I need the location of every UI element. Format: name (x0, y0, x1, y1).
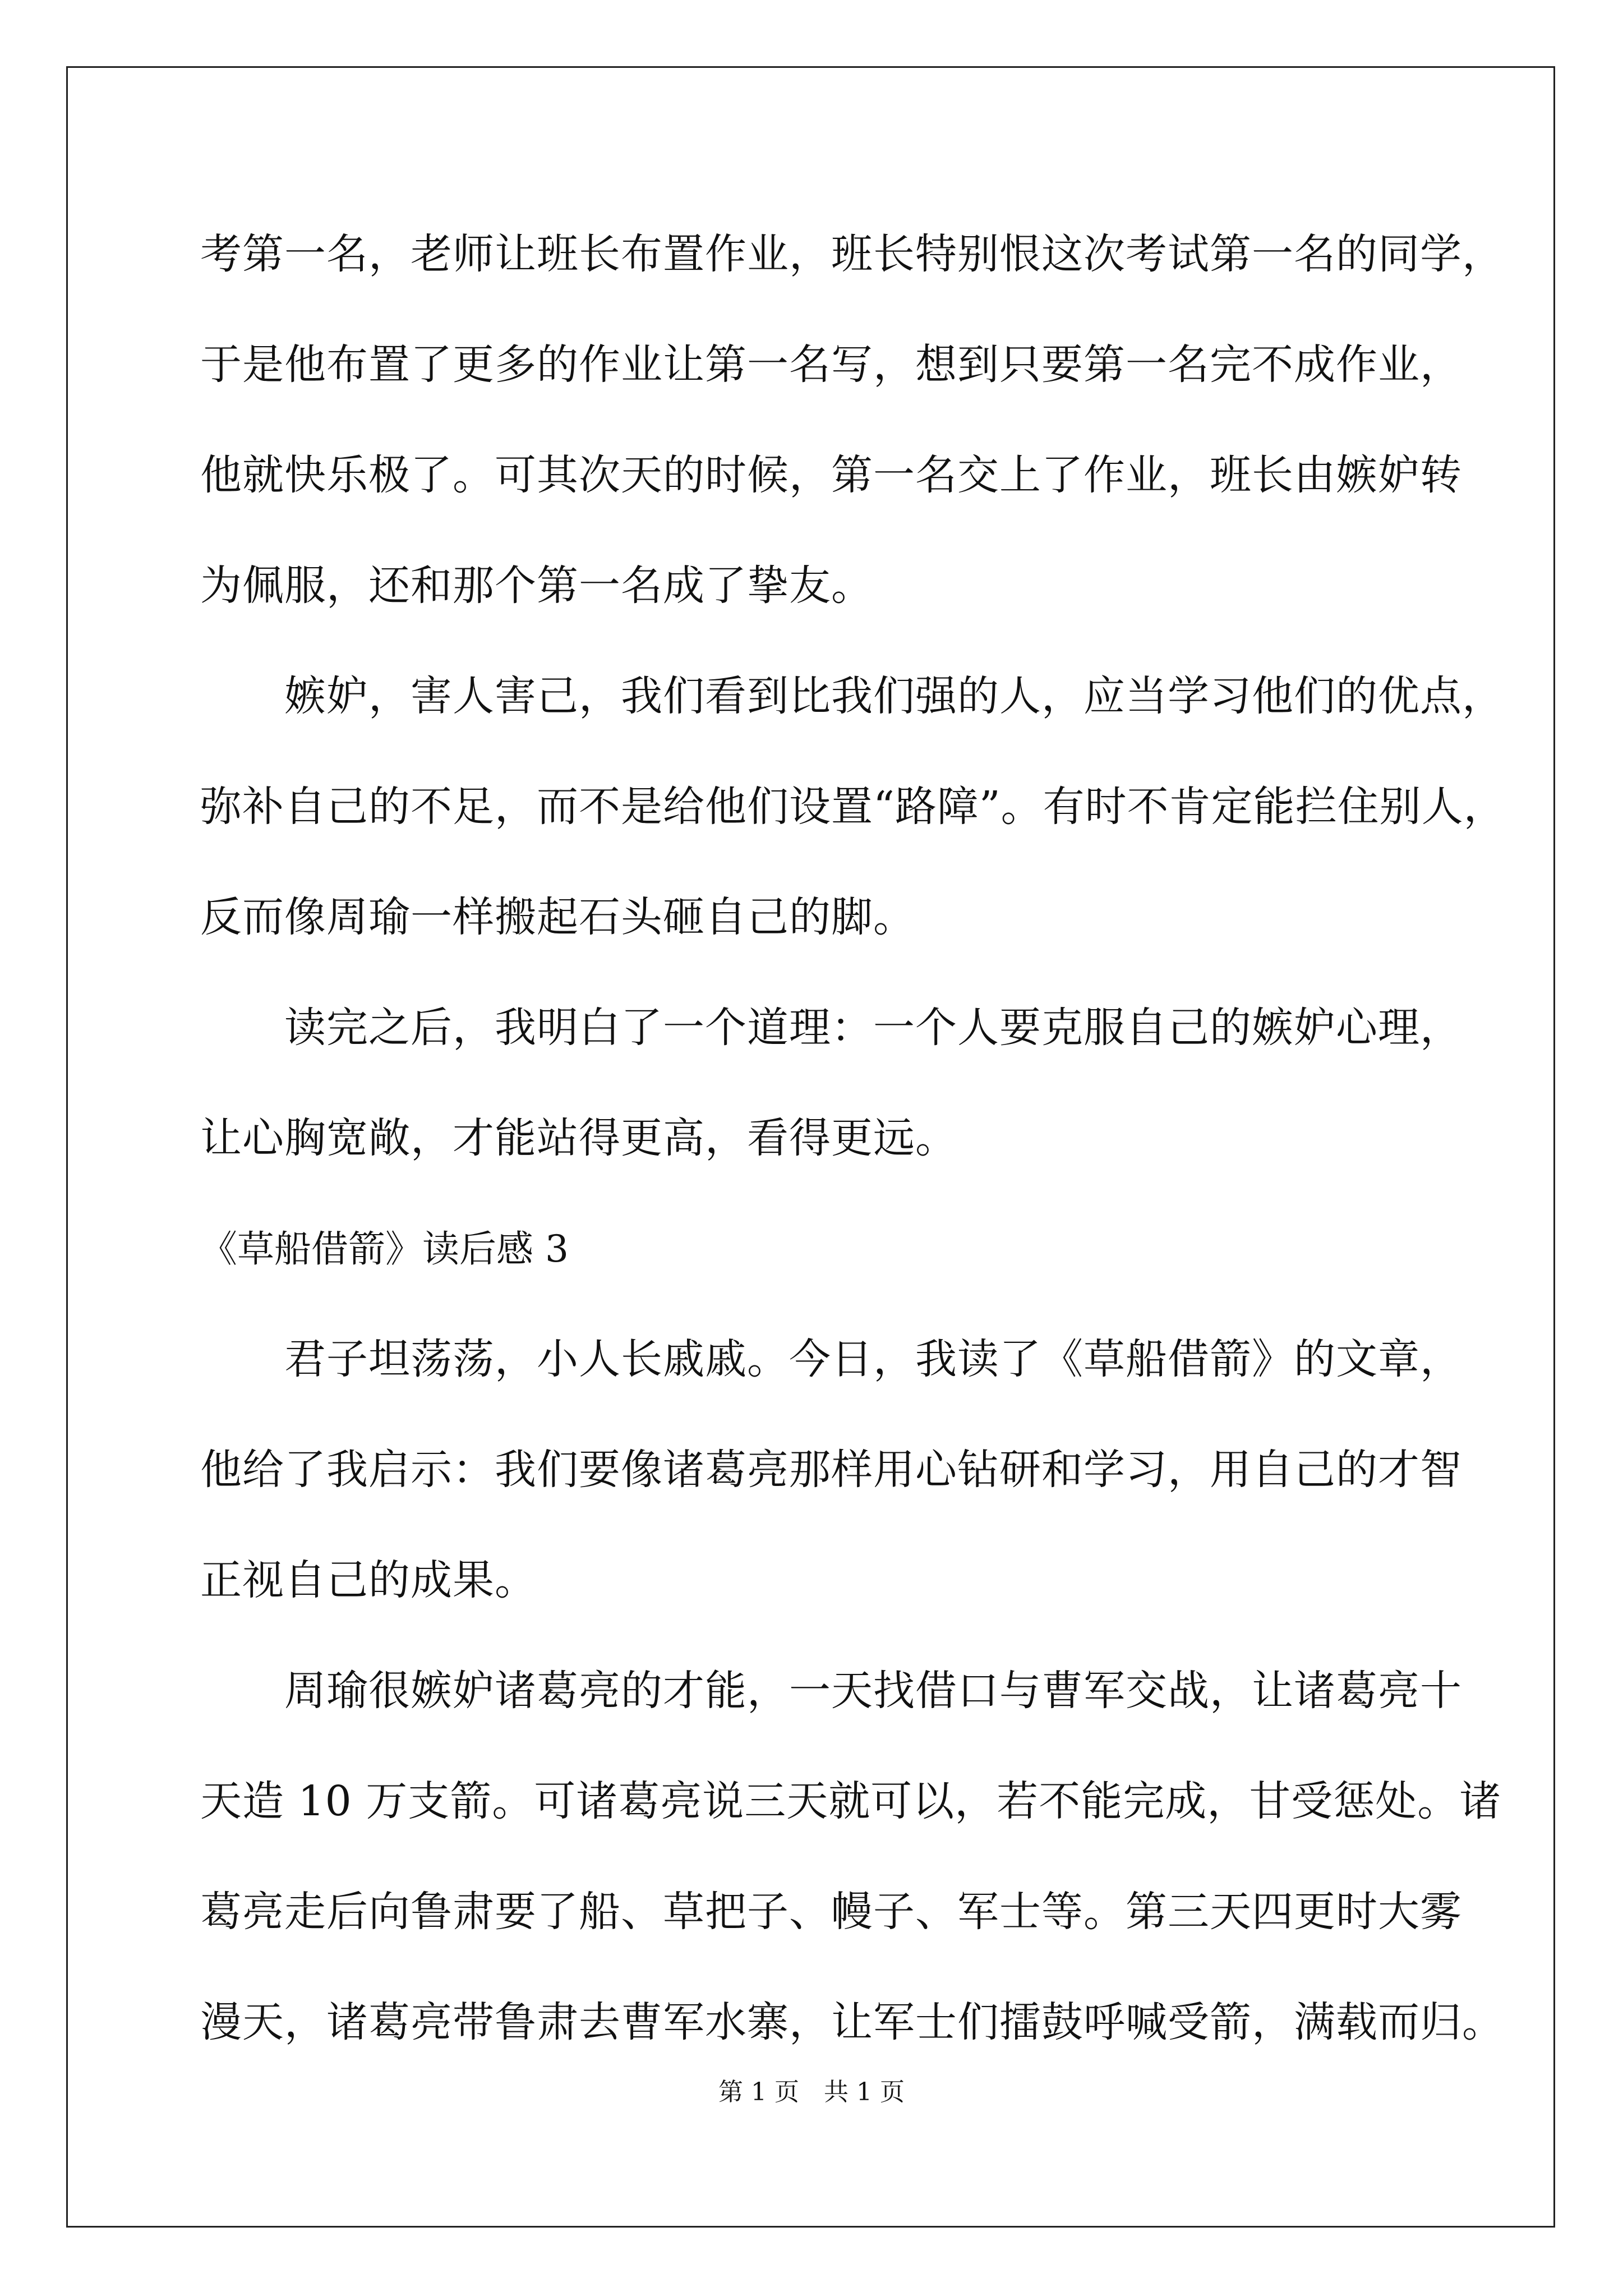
paragraph-line: 于是他布置了更多的作业让第一名写，想到只要第一名完不成作业， (200, 341, 1462, 389)
paragraph-line: 让心胸宽敞，才能站得更高，看得更远。 (200, 1114, 957, 1162)
paragraph-line: 反而像周瑜一样搬起石头砸自己的脚。 (200, 893, 915, 941)
paragraph-line: 弥补自己的不足，而不是给他们设置“路障”。有时不肯定能拦住别人， (200, 783, 1506, 831)
paragraph-line: 读完之后，我明白了一个道理：一个人要克服自己的嫉妒心理， (284, 1004, 1462, 1052)
paragraph-line: 他就快乐极了。可其次天的时候，第一名交上了作业，班长由嫉妒转 (200, 451, 1462, 499)
paragraph-line: 葛亮走后向鲁肃要了船、草把子、幔子、军士等。第三天四更时大雾 (200, 1888, 1462, 1936)
paragraph-line: 漫天，诸葛亮带鲁肃去曹军水寨，让军士们擂鼓呼喊受箭，满载而归。 (200, 1998, 1504, 2046)
paragraph-line: 天造 10 万支箭。可诸葛亮说三天就可以，若不能完成，甘受惩处。诸 (200, 1777, 1502, 1825)
document-body (200, 199, 1506, 2078)
page-number-footer: 第 1 页 共 1 页 (718, 2078, 905, 2106)
paragraph-line: 考第一名，老师让班长布置作业，班长特别恨这次考试第一名的同学， (200, 230, 1504, 278)
paragraph-line: 君子坦荡荡，小人长戚戚。今日，我读了《草船借箭》的文章， (284, 1335, 1462, 1383)
paragraph-line: 他给了我启示：我们要像诸葛亮那样用心钻研和学习，用自己的才智 (200, 1446, 1462, 1494)
paragraph-line: 嫉妒，害人害己，我们看到比我们强的人，应当学习他们的优点， (284, 672, 1504, 720)
paragraph-line: 周瑜很嫉妒诸葛亮的才能，一天找借口与曹军交战，让诸葛亮十 (284, 1667, 1462, 1715)
paragraph-line: 为佩服，还和那个第一名成了挚友。 (200, 562, 873, 610)
paragraph-line: 正视自己的成果。 (200, 1556, 537, 1604)
section-heading: 《草船借箭》读后感 3 (200, 1227, 569, 1271)
